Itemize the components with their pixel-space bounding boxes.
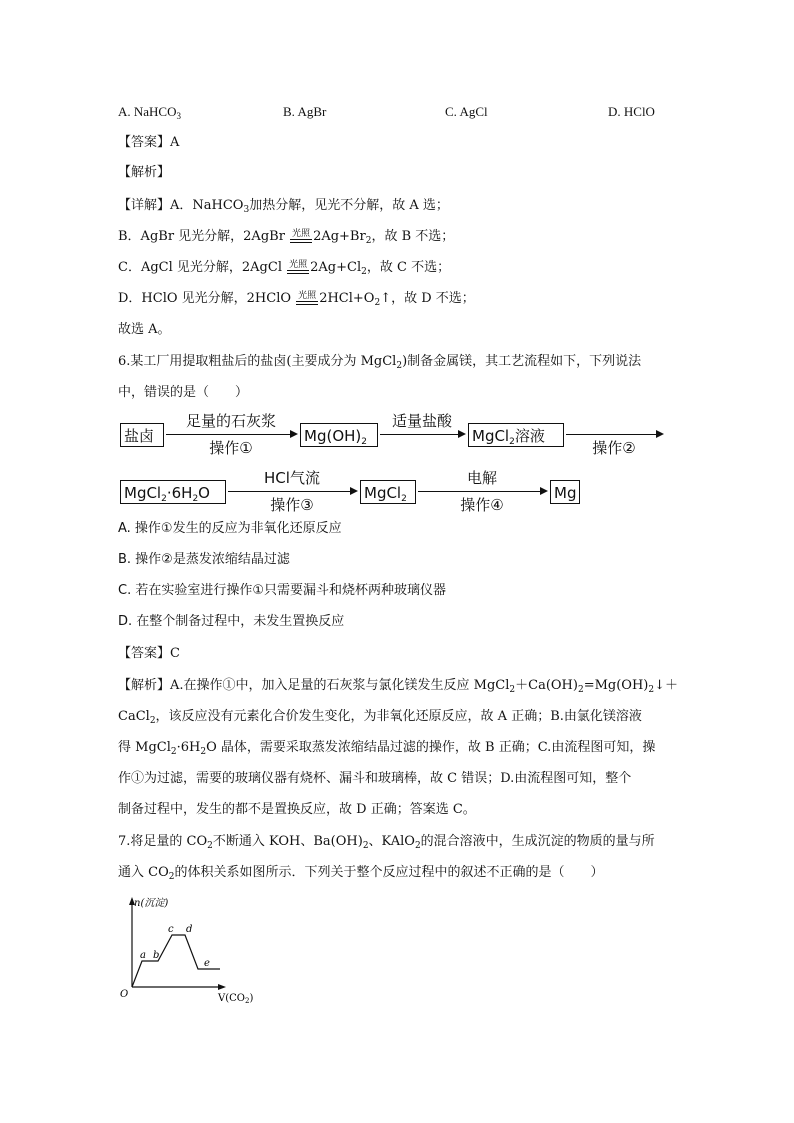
precipitate-volume-graph bbox=[112, 895, 272, 1010]
q7-stem-line-1: 7.将足量的 $CO_2$不断通入 KOH、$Ba(OH)_2$、KAlO$_2$的混合溶液中，生成沉淀的物质的量与所 bbox=[118, 834, 655, 851]
q5-detail-line-4: D．HClO 见光分解，2HClO 光照 $2HCl+O_2↑$，故 D 不选； bbox=[118, 291, 475, 308]
q6-option-a: A. 操作①发生的反应为非氧化还原反应 bbox=[118, 521, 342, 536]
reaction-condition: 光照 bbox=[289, 260, 308, 270]
q6-analysis-line-5: 制备过程中，发生的都不是置换反应，故 D 正确；答案选 C。 bbox=[118, 802, 476, 817]
q6-analysis-line-3: 得 $MgCl_2\cdot 6H_2O$ 晶体，需要采取蒸发浓缩结晶过滤的操作，故 B 正确；C.由流程图可知，操 bbox=[118, 740, 656, 757]
q5-option-b: B. AgBr bbox=[283, 104, 327, 119]
q6-analysis-line-1: 【解析】A.在操作①中，加入足量的石灰浆与氯化镁发生反应 $MgCl_2+Ca(OH)_2=Mg(OH)_2↓+$ bbox=[118, 678, 679, 695]
point-c-label: c bbox=[168, 924, 174, 935]
y-axis-label: n(沉淀) bbox=[134, 898, 169, 909]
flow-arrow-2 bbox=[380, 434, 464, 435]
flow-arrow2-reagent: 适量盐酸 bbox=[391, 412, 452, 430]
flow-arrow5-operation: 操作④ bbox=[460, 496, 504, 514]
q5-option-a: A. NaHCO$_3$ bbox=[118, 104, 181, 121]
flow-box-mgcl2-solution: MgCl$_2$溶液 bbox=[468, 423, 564, 447]
reaction-condition: 光照 bbox=[292, 229, 311, 239]
q5-detail-line-3: C．AgCl 见光分解，2AgCl 光照 $2Ag+Cl_2$，故 C 不选； bbox=[118, 260, 451, 277]
flow-arrow4-reagent: HCl气流 bbox=[264, 469, 320, 487]
flow-arrow5-reagent: 电解 bbox=[466, 469, 497, 487]
flow-box-mgcl2-hydrate: $MgCl_2\cdot 6H_2O$ bbox=[120, 480, 226, 504]
point-b-label: b bbox=[153, 950, 160, 961]
q5-option-d: D. HClO bbox=[608, 104, 655, 119]
q6-analysis-line-2: CaCl$_2$，该反应没有元素化合价发生变化，为非氧化还原反应，故 A 正确；B.由氯化镁溶液 bbox=[118, 709, 642, 726]
q5-conclusion: 故选 A。 bbox=[118, 322, 171, 337]
q5-detail-line-1: 【详解】A．NaHCO$_3$加热分解，见光不分解，故 A 选； bbox=[118, 198, 449, 215]
q6-option-d: D. 在整个制备过程中，未发生置换反应 bbox=[118, 614, 345, 629]
q5-option-c: C. AgCl bbox=[445, 104, 488, 119]
x-axis-label: $V(CO_2)$ bbox=[218, 993, 254, 1005]
q5-analysis-label: 【解析】 bbox=[118, 165, 171, 180]
q6-option-b: B. 操作②是蒸发浓缩结晶过滤 bbox=[118, 552, 290, 567]
q6-analysis-line-4: 作①为过滤，需要的玻璃仪器有烧杯、漏斗和玻璃棒，故 C 错误；D.由流程图可知，整个 bbox=[118, 771, 632, 786]
flow-arrow1-reagent: 足量的石灰浆 bbox=[185, 412, 276, 430]
point-a-label: a bbox=[140, 950, 146, 961]
flow-arrow3-operation: 操作② bbox=[592, 439, 636, 457]
flow-arrow-4 bbox=[228, 491, 356, 492]
x-axis-arrow bbox=[218, 984, 226, 990]
flow-box-mgcl2: MgCl$_2$ bbox=[360, 480, 416, 504]
q5-detail-line-2: B．AgBr 见光分解，2AgBr 光照 $2Ag+Br_2$，故 B 不选； bbox=[118, 229, 455, 246]
q6-option-c: C. 若在实验室进行操作①只需要漏斗和烧杯两种玻璃仪器 bbox=[118, 583, 446, 598]
point-d-label: d bbox=[186, 924, 193, 935]
flow-arrow-3 bbox=[566, 434, 662, 435]
flow-arrow-5 bbox=[418, 491, 546, 492]
flow-box-brine: 盐卤 bbox=[120, 423, 164, 447]
flow-arrow1-operation: 操作① bbox=[209, 439, 253, 457]
q6-stem-line-1: 6.某工厂用提取粗盐后的盐卤(主要成分为 MgCl$_2$)制备金属镁，其工艺流程如下，下列说法 bbox=[118, 354, 642, 371]
origin-label: O bbox=[120, 989, 129, 1000]
flow-box-mgoh2: $Mg(OH)_2$ bbox=[300, 423, 378, 447]
flow-arrow-1 bbox=[166, 434, 296, 435]
point-e-label: e bbox=[204, 958, 210, 969]
flow-arrow4-operation: 操作③ bbox=[270, 496, 314, 514]
q6-stem-line-2: 中，错误的是（ ） bbox=[118, 385, 249, 400]
flow-box-mg: Mg bbox=[550, 480, 580, 504]
q5-answer: 【答案】A bbox=[118, 135, 180, 150]
q6-answer: 【答案】C bbox=[118, 646, 180, 661]
q7-stem-line-2: 通入 $CO_2$的体积关系如图所示．下列关于整个反应过程中的叙述不正确的是（ ） bbox=[118, 865, 604, 882]
reaction-condition: 光照 bbox=[298, 291, 317, 301]
